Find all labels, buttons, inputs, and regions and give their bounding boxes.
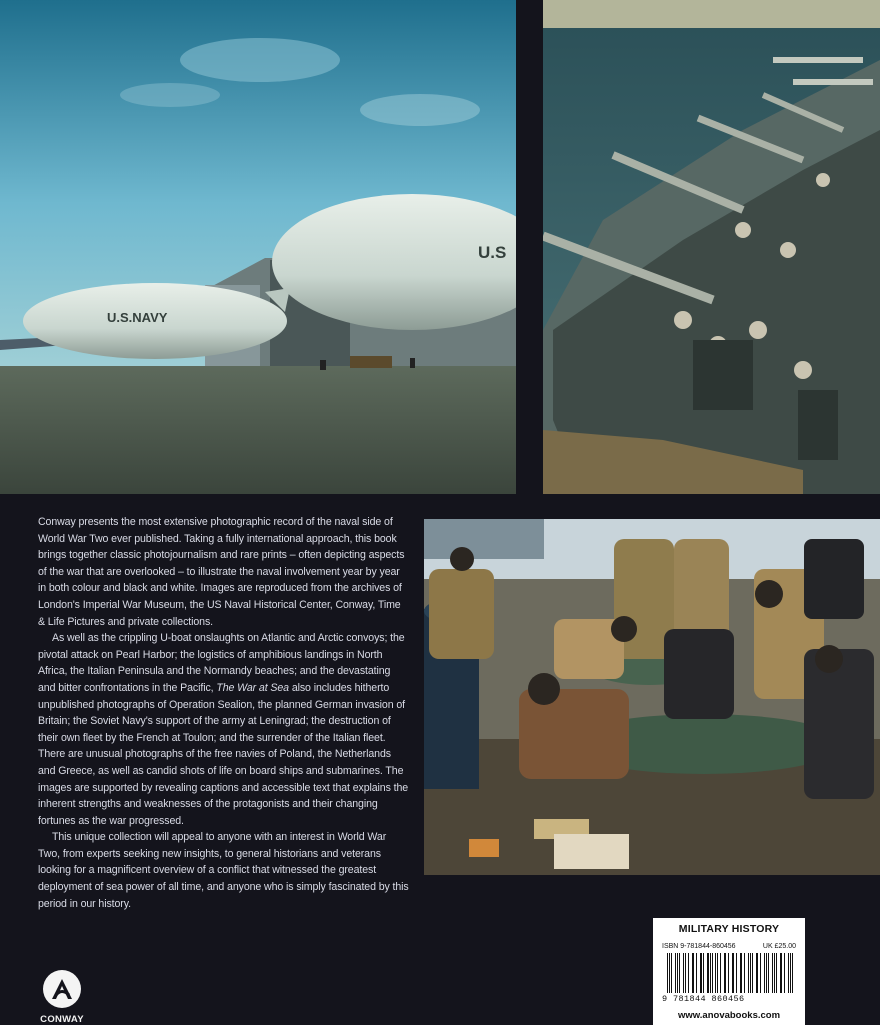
conway-logo-icon [43,970,81,1008]
barcode-bar [772,953,773,993]
price-text: UK £25.00 [762,943,796,950]
blurb-paragraph-2-rest: also includes hitherto unpublished photographs of Operation Sealion, the planned German invasion of Britain; the Soviet Navy's support of the army at Leningrad; the destruction of their own fleet by the French at Toulon; and the surrender of the Italian fleet. There are unusual photographs of the free navies of Poland, the Netherlands and Greece, as well as candid shots of life on board ships and submarines. The images are supported by revealing captions and accessible text that explains the inherent strengths and weaknesses of the protagonists and their changing fortunes as the war progressed. [38,681,409,827]
barcode-bar [744,953,745,993]
barcode-digits: 9 781844 860456 [662,994,745,1004]
barcode-bar [688,953,689,993]
barcode-bar [696,953,697,993]
barcode-bar [790,953,791,993]
barcode-bar [780,953,781,993]
barcode-bar [667,953,668,993]
isbn-text: ISBN 9-781844-860456 [662,943,736,950]
crew-photo-art [424,519,880,875]
barcode [667,953,796,993]
book-title: The War at Sea [216,681,289,694]
barcode-bar [683,953,684,993]
photo-crew-with-torpedo [424,519,880,875]
airships-photo-art [0,0,516,494]
airship-marking: U.S.NAVY [107,310,168,325]
barcode-bar [720,953,721,993]
barcode-bar [756,953,757,993]
barcode-bar [760,953,761,993]
blurb-paragraph-3: This unique collection will appeal to anyone with an interest in World War Two, from experts seeking new insights, to general historians and veterans looking for a magnificent overview of a conflict that witnessed the greatest deployment of sea power of all time, and anyone who is simply fascinated by this period in our history. [38,831,409,910]
photo-airships [0,0,516,494]
photo-anti-aircraft-guns [543,0,880,494]
barcode-bar [725,953,726,993]
price-barcode-box [653,918,805,1025]
blurb-paragraph-2 [38,630,410,829]
website-url: www.anovabooks.com [677,1010,781,1021]
barcode-bar [784,953,785,993]
barcode-bar [768,953,769,993]
category-label: MILITARY HISTORY [678,923,780,935]
publisher-name: CONWAY [40,1014,84,1025]
barcode-bar [736,953,737,993]
barcode-bar [703,953,704,993]
barcode-bar [679,953,680,993]
barcode-bar [715,953,716,993]
barcode-bar [728,953,729,993]
airship-marking-large: U.S [478,243,507,262]
publisher-logo [38,970,86,1025]
barcode-bar [707,953,708,993]
isbn-row [662,943,796,950]
barcode-bar [748,953,749,993]
blurb-paragraph-2-lead: As well as the crippling U-boat onslaughts on Atlantic and Arctic convoys; the pivotal attack on Pearl Harbor; the logistics of amphibious landings in North Africa, the Italian Peninsula and the Normandy beaches; and the devastating and bitter confrontations in the Pacific, [38,632,405,694]
guns-photo-art [543,0,880,494]
blurb-paragraph-1: Conway presents the most extensive photographic record of the naval side of World War Two ever published. Taking a fully international approach, this book brings together classic photojournalism and rare prints – often depicting aspects of the war that are overlooked – to illustrate the naval involvement year by year in both colour and black and white. Images are reproduced from the archives of London's Imperial War Museum, the US Naval Historical Center, Conway, Time & Life Pictures and private collections. [38,516,405,628]
barcode-bar [675,953,676,993]
blurb-text [38,514,410,912]
